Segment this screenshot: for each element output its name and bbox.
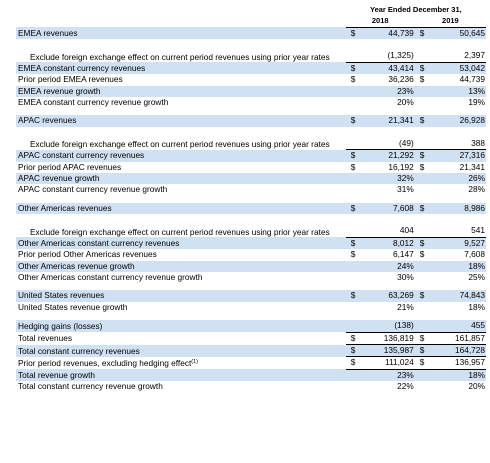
- value-2019: 74,843: [429, 290, 486, 301]
- currency-symbol-2018: [346, 320, 361, 332]
- row-label-text: Other Americas constant currency revenues: [18, 237, 180, 248]
- table-row: [16, 203, 486, 214]
- value-2018: 16,192: [388, 161, 414, 172]
- currency-symbol-2019: $: [415, 203, 430, 214]
- value-2018: (138): [360, 320, 414, 332]
- row-label: [16, 357, 346, 369]
- currency-symbol-2018: $: [350, 249, 356, 260]
- value-2018: 31%: [397, 184, 414, 195]
- row-label: [16, 332, 346, 344]
- currency-symbol-2018: [346, 184, 361, 195]
- value-2018: 135,987: [360, 345, 414, 357]
- value-2018: 32%: [360, 173, 414, 184]
- value-2019: 13%: [429, 86, 486, 97]
- table-row: [16, 302, 486, 313]
- row-label-text: United States revenue growth: [18, 301, 128, 312]
- table-row: [16, 320, 486, 332]
- currency-symbol-2019: $: [415, 290, 430, 301]
- value-2019: 26,928: [429, 115, 486, 126]
- row-label-text: APAC revenue growth: [18, 173, 100, 184]
- footnote-marker: (1): [191, 358, 199, 365]
- currency-symbol-2019: [415, 97, 430, 108]
- table-row: [16, 184, 486, 195]
- spacer-cell: [16, 283, 486, 290]
- value-2018: 8,012: [360, 237, 414, 249]
- value-2018: 43,414: [360, 62, 414, 74]
- spacer-row: [16, 196, 486, 203]
- value-2019: 8,986: [429, 203, 486, 214]
- row-label: [16, 203, 346, 214]
- value-2019: 19%: [468, 96, 485, 107]
- row-label-text: Exclude foreign exchange effect on current period revenues using prior year rates: [30, 51, 330, 62]
- value-2018: 24%: [360, 261, 414, 272]
- value-2018: 30%: [397, 272, 414, 282]
- row-label: [16, 381, 346, 392]
- currency-symbol-2018: [346, 261, 361, 272]
- currency-symbol-2019: $: [415, 27, 430, 39]
- table-row: [16, 357, 486, 369]
- value-2019: 18%: [429, 369, 486, 381]
- spacer-row: [16, 108, 486, 115]
- spacer-row: [16, 283, 486, 290]
- currency-symbol-2019: [415, 214, 430, 237]
- row-label: [16, 62, 346, 74]
- row-label: [16, 249, 346, 260]
- value-2018: 20%: [397, 96, 414, 107]
- value-2018: 36,236: [388, 74, 414, 85]
- row-label: [16, 86, 346, 97]
- table-row: [16, 237, 486, 249]
- value-2019: 2,397: [464, 50, 485, 61]
- table-row: [16, 173, 486, 184]
- value-2018: 21,292: [360, 150, 414, 162]
- value-2019: 28%: [468, 184, 485, 195]
- currency-symbol-2018: $: [346, 357, 361, 369]
- currency-symbol-2018: [346, 127, 361, 150]
- value-2019: 27,316: [429, 150, 486, 162]
- spacer-row: [16, 313, 486, 320]
- table-row: [16, 150, 486, 162]
- row-label: [16, 272, 346, 283]
- currency-symbol-2018: $: [346, 27, 361, 39]
- value-2019: 18%: [468, 301, 485, 312]
- currency-symbol-2019: [415, 320, 430, 332]
- spacer-cell: [16, 196, 486, 203]
- row-label: [16, 345, 346, 357]
- row-label-text: EMEA revenue growth: [18, 85, 101, 96]
- value-2018: 6,147: [393, 249, 414, 260]
- table-row: [16, 290, 486, 301]
- value-2019: 26%: [429, 173, 486, 184]
- value-2019: 388: [471, 137, 485, 148]
- table-row: [16, 369, 486, 381]
- value-2019: 161,857: [429, 332, 486, 344]
- value-2018: 22%: [397, 381, 414, 392]
- value-2018: 21,341: [360, 115, 414, 126]
- value-2019: 9,527: [429, 237, 486, 249]
- table-row: [16, 86, 486, 97]
- currency-symbol-2018: $: [346, 345, 361, 357]
- year-2019-header: 2019: [415, 15, 486, 27]
- currency-symbol-2018: [346, 97, 361, 108]
- currency-symbol-2019: [415, 184, 430, 195]
- value-2019: 44,739: [459, 74, 485, 85]
- row-label: [16, 261, 346, 272]
- value-2019: 136,957: [429, 357, 486, 369]
- row-label-text: APAC constant currency revenue growth: [18, 184, 168, 195]
- table-row: [16, 261, 486, 272]
- spacer-cell: [16, 313, 486, 320]
- table-row: [16, 345, 486, 357]
- currency-symbol-2019: [415, 261, 430, 272]
- table-row: [16, 97, 486, 108]
- table-row: [16, 115, 486, 126]
- currency-symbol-2018: $: [346, 115, 361, 126]
- table-row: [16, 74, 486, 85]
- value-2019: 20%: [468, 381, 485, 392]
- row-label: [16, 74, 346, 85]
- row-label-text: APAC constant currency revenues: [18, 150, 145, 161]
- currency-symbol-2019: $: [415, 62, 430, 74]
- currency-symbol-2018: [346, 302, 361, 313]
- value-2019: 7,608: [464, 249, 485, 260]
- value-2018: 7,608: [360, 203, 414, 214]
- value-2018: 404: [399, 225, 414, 236]
- currency-symbol-2019: $: [415, 357, 430, 369]
- spacer-cell: [16, 108, 486, 115]
- value-2018: 136,819: [360, 332, 414, 344]
- table-row: [16, 381, 486, 392]
- currency-symbol-2019: $: [419, 74, 425, 85]
- row-label: [16, 184, 346, 195]
- currency-symbol-2018: [346, 39, 361, 62]
- currency-symbol-2019: $: [419, 161, 425, 172]
- table-row: [16, 62, 486, 74]
- value-2018: 23%: [360, 369, 414, 381]
- row-label-text: Total revenue growth: [18, 369, 96, 380]
- currency-symbol-2018: $: [346, 237, 361, 249]
- revenue-reconciliation-table: [16, 4, 486, 393]
- row-label: [16, 173, 346, 184]
- table-row: [16, 162, 486, 173]
- period-header: Year Ended December 31,: [369, 5, 462, 14]
- currency-symbol-2018: $: [346, 332, 361, 344]
- row-label-text: EMEA revenues: [18, 27, 78, 38]
- currency-symbol-2018: $: [346, 203, 361, 214]
- row-label: [16, 302, 346, 313]
- currency-symbol-2018: [346, 86, 361, 97]
- value-2018: 44,739: [360, 27, 414, 39]
- value-2018: (49): [399, 137, 414, 148]
- row-label-text: EMEA constant currency revenues: [18, 62, 146, 73]
- value-2019: 541: [471, 225, 485, 236]
- row-label-text: Other Americas constant currency revenue growth: [18, 272, 203, 282]
- currency-symbol-2018: [346, 173, 361, 184]
- row-label-text: Prior period Other Americas revenues: [18, 249, 157, 260]
- row-label: [16, 127, 346, 150]
- currency-symbol-2018: $: [346, 290, 361, 301]
- row-label: [16, 27, 346, 39]
- header-years-row: [16, 15, 486, 27]
- value-2019: 50,645: [429, 27, 486, 39]
- row-label-text: Prior period EMEA revenues: [18, 74, 123, 85]
- row-label: [16, 162, 346, 173]
- row-label: [16, 214, 346, 237]
- row-label: [16, 290, 346, 301]
- currency-symbol-2019: [415, 302, 430, 313]
- currency-symbol-2019: $: [415, 345, 430, 357]
- table-row: [16, 39, 486, 62]
- value-2019: 25%: [468, 272, 485, 282]
- currency-symbol-2019: [415, 272, 430, 283]
- currency-symbol-2019: $: [419, 249, 425, 260]
- currency-symbol-2019: [415, 86, 430, 97]
- row-label-text: Prior period APAC revenues: [18, 161, 122, 172]
- value-2018: 21%: [397, 301, 414, 312]
- row-label-text: EMEA constant currency revenue growth: [18, 96, 169, 107]
- row-label: [16, 320, 346, 332]
- currency-symbol-2019: $: [415, 150, 430, 162]
- currency-symbol-2019: [415, 127, 430, 150]
- table-row: [16, 27, 486, 39]
- currency-symbol-2018: [346, 381, 361, 392]
- row-label: [16, 115, 346, 126]
- table-row: [16, 272, 486, 283]
- row-label-text: Total revenues: [18, 333, 72, 344]
- currency-symbol-2019: [415, 39, 430, 62]
- currency-symbol-2019: $: [415, 332, 430, 344]
- value-2019: 164,728: [429, 345, 486, 357]
- row-label-text: Hedging gains (losses): [18, 320, 103, 331]
- row-label: [16, 39, 346, 62]
- row-label-text: United States revenues: [18, 290, 105, 301]
- currency-symbol-2019: [415, 173, 430, 184]
- row-label: [16, 97, 346, 108]
- row-label-text: Other Americas revenue growth: [18, 260, 135, 271]
- row-label-text: Prior period revenues, excluding hedging effect: [18, 357, 192, 368]
- currency-symbol-2019: [415, 369, 430, 381]
- currency-symbol-2018: [346, 214, 361, 237]
- currency-symbol-2018: $: [346, 62, 361, 74]
- row-label-text: APAC revenues: [18, 115, 77, 126]
- currency-symbol-2018: $: [350, 161, 356, 172]
- value-2018: (1,325): [387, 50, 414, 61]
- row-label-text: Total constant currency revenues: [18, 345, 140, 356]
- currency-symbol-2018: $: [350, 74, 356, 85]
- value-2019: 18%: [429, 261, 486, 272]
- currency-symbol-2018: [346, 272, 361, 283]
- table-row: [16, 249, 486, 260]
- table-row: [16, 332, 486, 344]
- row-label-text: Total constant currency revenue growth: [18, 381, 163, 392]
- row-label-text: Exclude foreign exchange effect on current period revenues using prior year rates: [30, 139, 330, 150]
- currency-symbol-2018: $: [346, 150, 361, 162]
- row-label-text: Other Americas revenues: [18, 202, 112, 213]
- header-period-row: [16, 4, 486, 15]
- currency-symbol-2019: $: [415, 237, 430, 249]
- value-2019: 455: [429, 320, 486, 332]
- row-label: [16, 150, 346, 162]
- table-row: [16, 214, 486, 237]
- value-2019: 21,341: [459, 161, 485, 172]
- currency-symbol-2018: [346, 369, 361, 381]
- row-label: [16, 369, 346, 381]
- table-row: [16, 127, 486, 150]
- value-2018: 111,024: [360, 357, 414, 369]
- value-2018: 23%: [360, 86, 414, 97]
- currency-symbol-2019: [415, 381, 430, 392]
- row-label: [16, 237, 346, 249]
- value-2018: 63,269: [360, 290, 414, 301]
- value-2019: 53,042: [429, 62, 486, 74]
- currency-symbol-2019: $: [415, 115, 430, 126]
- year-2018-header: 2018: [346, 15, 415, 27]
- row-label-text: Exclude foreign exchange effect on current period revenues using prior year rates: [30, 226, 330, 237]
